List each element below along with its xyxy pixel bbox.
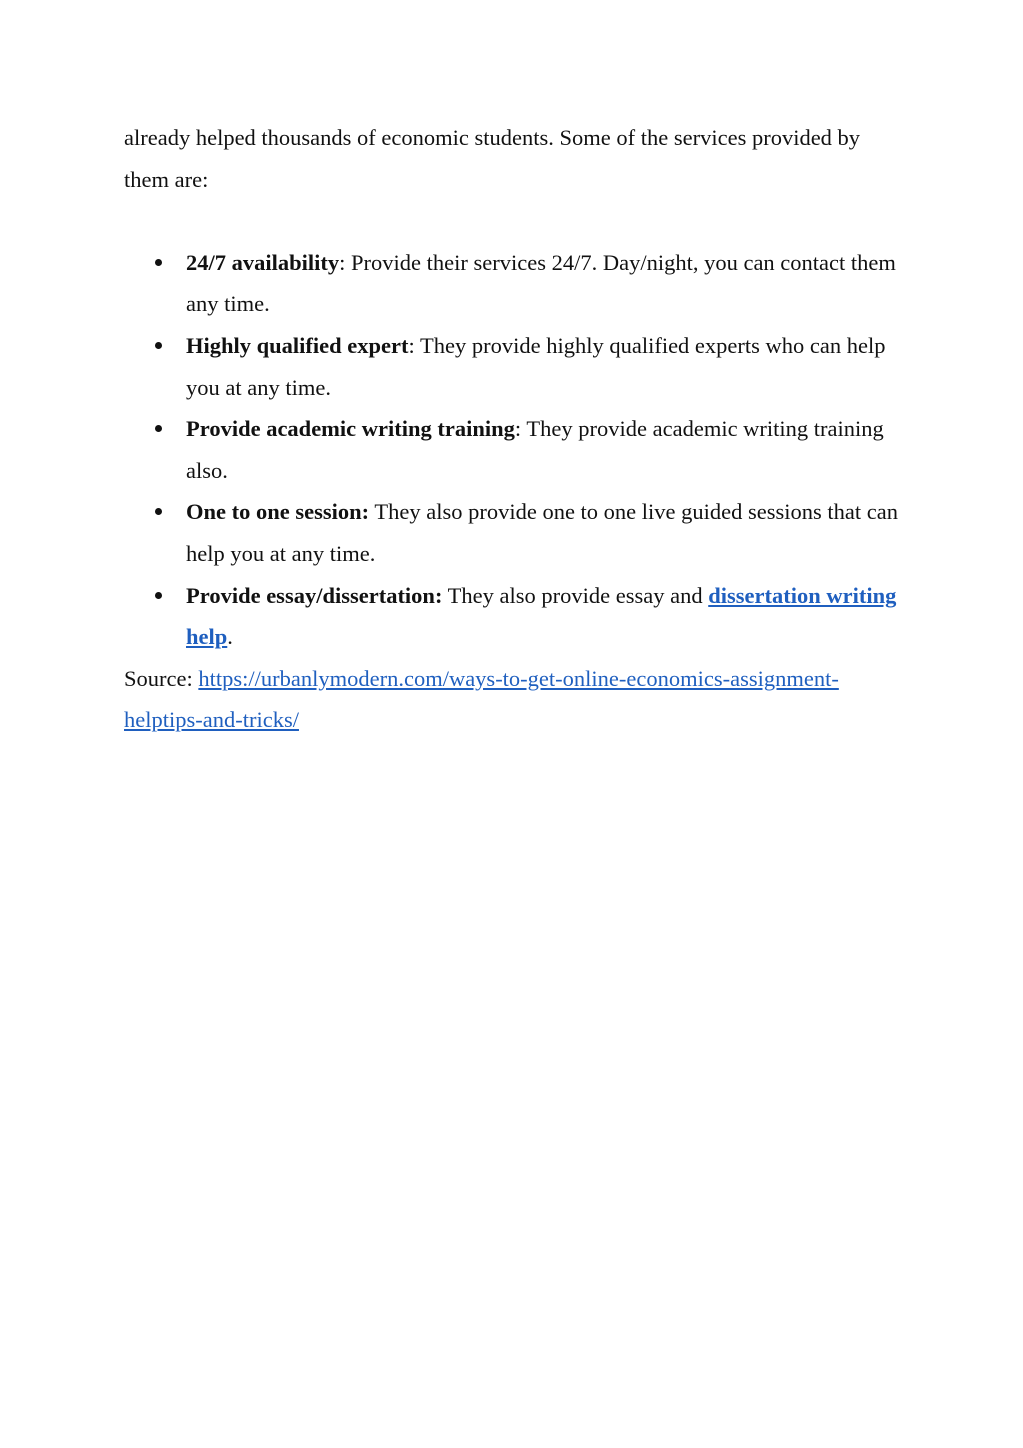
- source-line: [124, 658, 904, 741]
- service-description: They provide highly qualified experts who can help you at any time.: [186, 332, 886, 400]
- service-term: One to one session:: [186, 499, 370, 525]
- service-term: Provide essay/dissertation:: [186, 582, 443, 608]
- list-item: [124, 491, 904, 574]
- service-description: They also provide essay and: [447, 582, 709, 608]
- services-list: [124, 242, 904, 658]
- list-item: [124, 575, 904, 658]
- page-content: [124, 117, 904, 741]
- service-tail: .: [227, 624, 233, 650]
- service-description: Provide their services 24/7. Day/night, you can contact them any time.: [186, 249, 896, 317]
- service-description: They also provide one to one live guided sessions that can help you at any time.: [186, 499, 898, 566]
- bullet-icon: [155, 259, 162, 266]
- service-separator: :: [514, 416, 527, 442]
- service-description: They provide academic writing training also.: [186, 416, 884, 483]
- service-separator: :: [408, 332, 420, 358]
- bullet-icon: [155, 342, 162, 349]
- bullet-icon: [155, 592, 162, 599]
- list-item: [124, 408, 904, 491]
- dissertation-writing-help-link[interactable]: dissertation writing help: [186, 582, 897, 650]
- service-term: Highly qualified expert: [186, 332, 409, 358]
- list-item: [124, 325, 904, 408]
- intro-paragraph: already helped thousands of economic students. Some of the services provided by them are:: [124, 125, 861, 192]
- bullet-icon: [155, 508, 162, 515]
- bullet-icon: [155, 425, 162, 432]
- service-term: Provide academic writing training: [186, 416, 515, 442]
- service-separator: :: [339, 249, 352, 275]
- source-label: Source:: [124, 665, 199, 691]
- source-url-link[interactable]: https://urbanlymodern.com/ways-to-get-online-economics-assignment-helptips-and-tricks/: [124, 665, 839, 733]
- list-item: [124, 242, 904, 325]
- service-term: 24/7 availability: [186, 249, 340, 275]
